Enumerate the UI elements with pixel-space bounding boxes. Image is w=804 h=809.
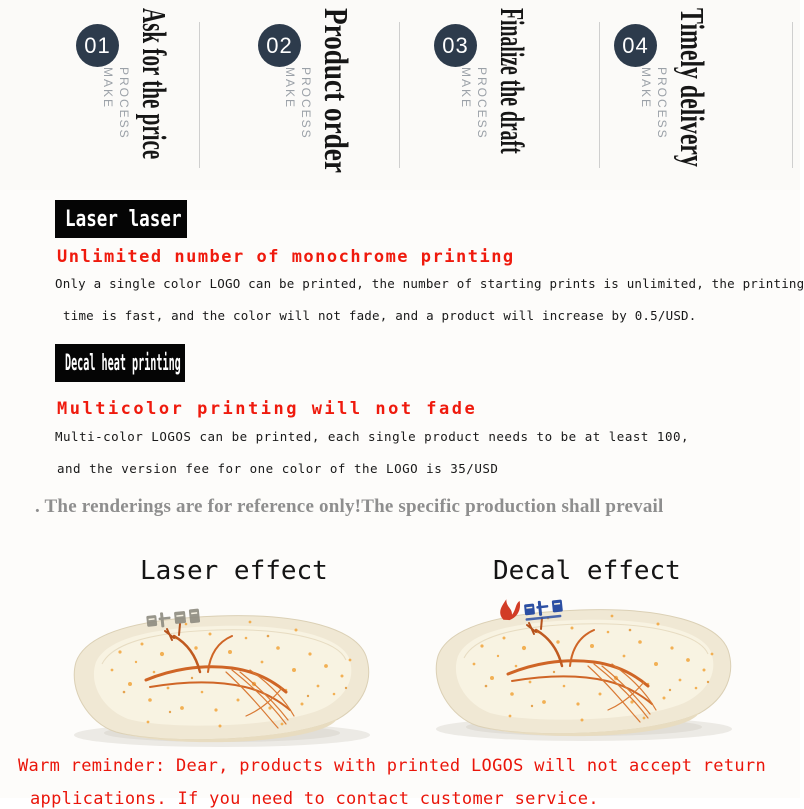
laser-body-line-2: time is fast, and the color will not fade, and a product will increase by 0.5/USD. [63,308,697,323]
laser-section-heading: Unlimited number of monochrome printing [57,247,515,267]
make-process-caption: MAKE PROCESS [639,67,669,140]
plates-comparison [0,592,800,748]
step-number-badge: 01 [76,24,119,67]
step-title: Finalize the draft [493,8,530,154]
laser-body-line-1: Only a single color LOGO can be printed, the number of starting prints is unlimited, the printing [55,276,804,291]
renderings-disclaimer: . The renderings are for reference only!The specific production shall prevail [35,496,664,517]
process-step-2 [200,0,400,190]
decal-plate-image [412,586,757,746]
step-number-badge: 03 [434,24,477,67]
effect-labels-row [0,556,800,586]
laser-section-tag: Laser laser [55,200,187,238]
make-process-strip [0,0,800,190]
plate-body [74,616,368,743]
step-number-badge: 04 [614,24,657,67]
decal-effect-label: Decal effect [493,556,681,586]
step-title: Product order [317,8,354,173]
step-title: Ask for the price [135,8,172,160]
laser-effect-label: Laser effect [140,556,328,586]
step-number-badge: 02 [258,24,301,67]
make-process-caption: MAKE PROCESS [459,67,489,140]
decal-section-heading: Multicolor printing will not fade [57,399,478,419]
decal-body-line-2: and the version fee for one color of the LOGO is 35/USD [57,461,499,476]
process-step-3 [400,0,600,190]
make-process-caption: MAKE PROCESS [101,67,131,140]
plate-body [436,610,730,737]
process-step-4 [600,0,800,190]
warm-reminder-line-1: Warm reminder: Dear, products with printed LOGOS will not accept return [18,756,766,776]
step-title: Timely delivery [673,8,710,167]
laser-plate-image [50,592,395,752]
make-process-caption: MAKE PROCESS [283,67,313,140]
warm-reminder-line-2: applications. If you need to contact customer service. [30,789,599,809]
decal-section-tag: Decal heat printing [55,344,185,382]
process-step-1 [0,0,200,190]
decal-body-line-1: Multi-color LOGOS can be printed, each single product needs to be at least 100, [55,429,690,444]
